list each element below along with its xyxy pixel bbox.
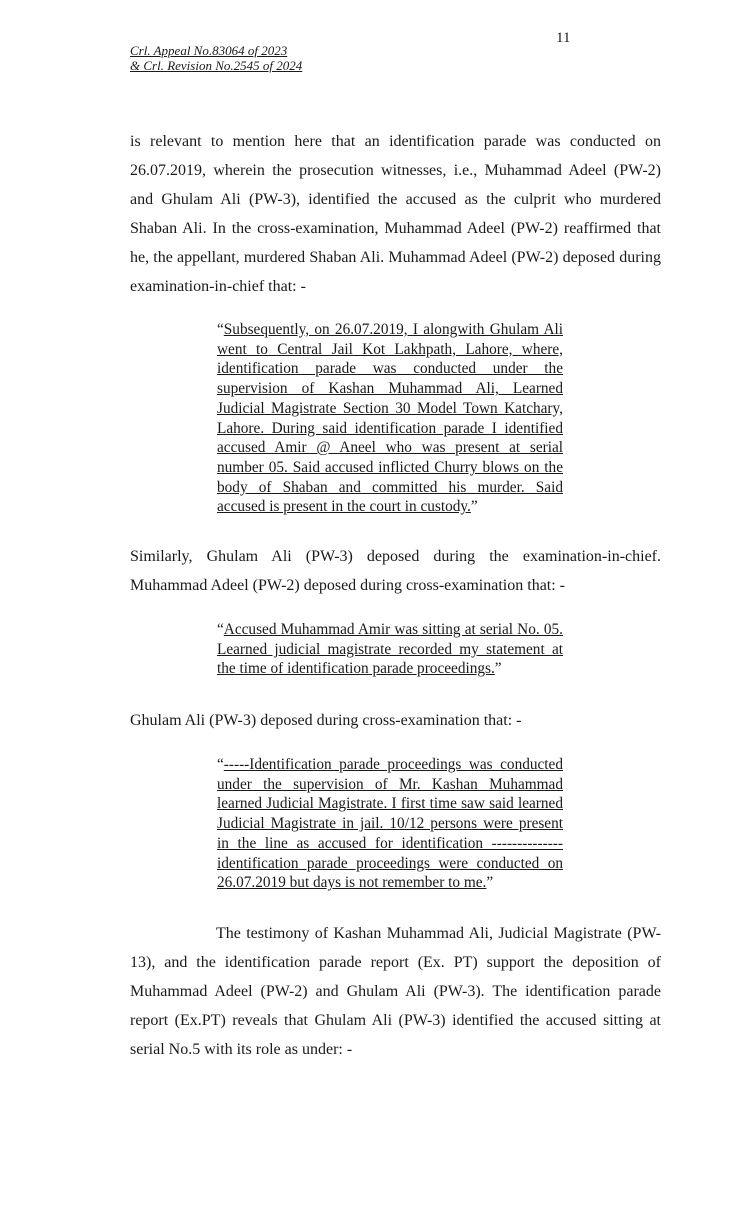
paragraph-testimony: The testimony of Kashan Muhammad Ali, Judicial Magistrate (PW-13), and the identification parade report (Ex. PT) support the deposition of Muhammad Adeel (PW-2) and Ghulam Ali (PW-3). The identification parade report (Ex.PT) reveals that Ghulam Ali (PW-3) identified the accused sitting at serial No.5 with its role as under: -	[130, 925, 661, 1058]
quote-text: Accused Muhammad Amir was sitting at serial No. 05. Learned judicial magistrate recorded my statement at the time of identification parade proceedings.	[217, 621, 563, 678]
quote-pw2-cross-examination	[217, 620, 563, 679]
paragraph-similarly: Similarly, Ghulam Ali (PW-3) deposed during the examination-in-chief. Muhammad Adeel (PW-2) deposed during cross-examination that: -	[130, 548, 661, 594]
quote-close-mark: ”	[486, 874, 494, 892]
quote-pw3-cross-examination	[217, 755, 563, 893]
page-number: 11	[556, 30, 571, 46]
paragraph-intro: is relevant to mention here that an identification parade was conducted on 26.07.2019, wherein the prosecution witnesses, i.e., Muhammad Adeel (PW-2) and Ghulam Ali (PW-3), identified the accused as the culprit who murdered Shaban Ali. In the cross-examination, Muhammad Adeel (PW-2) reaffirmed that he, the appellant, murdered Shaban Ali. Muhammad Adeel (PW-2) deposed during examination-in-chief that: -	[130, 133, 661, 295]
paragraph-pw3-cross: Ghulam Ali (PW-3) deposed during cross-examination that: -	[130, 712, 522, 729]
quote-open-mark: “	[217, 321, 224, 338]
case-header	[130, 43, 302, 73]
quote-open-mark: “	[217, 756, 224, 773]
quote-close-mark: ”	[470, 498, 478, 516]
case-header-line-2: & Crl. Revision No.2545 of 2024	[130, 58, 303, 73]
quote-close-mark: ”	[494, 660, 502, 678]
quote-text: -----Identification parade proceedings was conducted under the supervision of Mr. Kashan Muhammad learned Judicial Magistrate. I first time saw said learned Judicial Magistrate in jail. 10/12 persons were present in the line as accused for identification -------------- identification parade proceedings were conducted on 26.07.2019 but days is not remember to me.	[217, 756, 563, 892]
quote-open-mark: “	[217, 621, 224, 638]
quote-pw2-examination-in-chief	[217, 320, 563, 517]
quote-text: Subsequently, on 26.07.2019, I alongwith Ghulam Ali went to Central Jail Kot Lakhpath, Lahore, where, identification parade was conducted under the supervision of Kashan Muhammad Ali, Learned Judicial Magistrate Section 30 Model Town Katchary, Lahore. During said identification parade I identified accused Amir @ Aneel who was present at serial number 05. Said accused inflicted Churry blows on the body of Shaban and committed his murder. Said accused is present in the court in custody.	[217, 321, 563, 516]
case-header-line-1: Crl. Appeal No.83064 of 2023	[130, 43, 288, 58]
